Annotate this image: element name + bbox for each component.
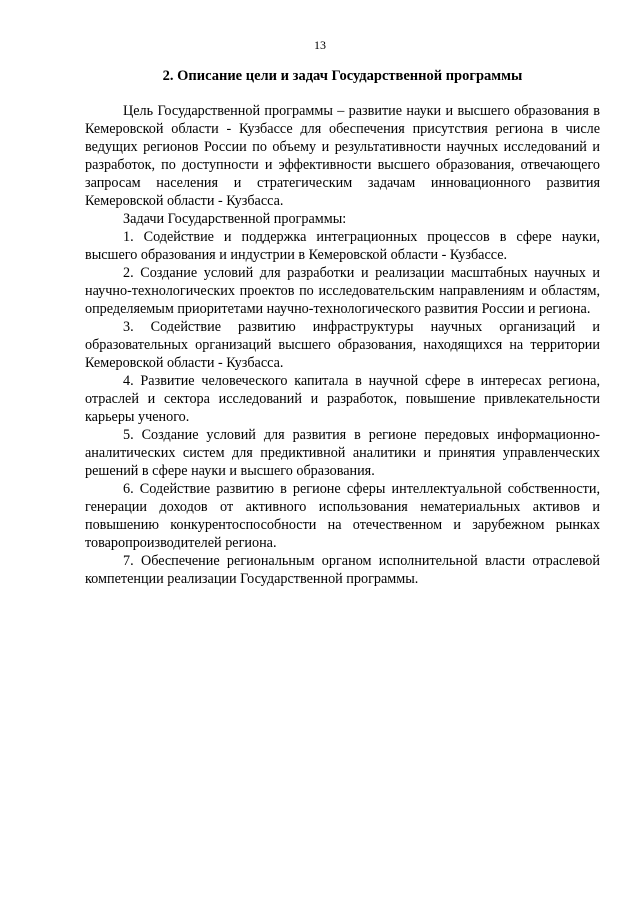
document-body: [85, 102, 600, 588]
task-item-7: 7. Обеспечение региональным органом исполнительной власти отраслевой компетенции реализации Государственной программы.: [85, 553, 600, 587]
section-heading: 2. Описание цели и задач Государственной программы: [162, 68, 523, 84]
page-number: 13: [314, 38, 326, 52]
task-item-6: 6. Содействие развитию в регионе сферы интеллектуальной собственности, генерации доходов от активного использования нематериальных активов и повышению конкурентоспособности на отечественном и зарубежном рынках товаропроизводителей региона.: [85, 481, 600, 551]
task-item-3: 3. Содействие развитию инфраструктуры научных организаций и образовательных организаций высшего образования, находящихся на территории Кемеровской области - Кузбасса.: [85, 319, 600, 371]
goal-paragraph: Цель Государственной программы – развитие науки и высшего образования в Кемеровской области - Кузбассе для обеспечения присутствия региона в числе ведущих регионов России по объему и результативности научных исследований и разработок, по доступности и эффективности высшего образования, отвечающего запросам населения и стратегическим задачам инновационного развития Кемеровской области - Кузбасса.: [85, 103, 600, 209]
tasks-intro: Задачи Государственной программы:: [123, 211, 347, 227]
task-item-1: 1. Содействие и поддержка интеграционных процессов в сфере науки, высшего образования и индустрии в Кемеровской области - Кузбассе.: [85, 229, 600, 263]
task-item-4: 4. Развитие человеческого капитала в научной сфере в интересах региона, отраслей и сектора исследований и разработок, повышение привлекательности карьеры ученого.: [85, 373, 600, 425]
task-item-2: 2. Создание условий для разработки и реализации масштабных научных и научно-технологических проектов по исследовательским направлениям и областям, определяемым приоритетами научно-технологического развития России и региона.: [85, 265, 600, 317]
task-item-5: 5. Создание условий для развития в регионе передовых информационно-аналитических систем для предиктивной аналитики и принятия управленческих решений в сфере науки и высшего образования.: [85, 427, 600, 479]
